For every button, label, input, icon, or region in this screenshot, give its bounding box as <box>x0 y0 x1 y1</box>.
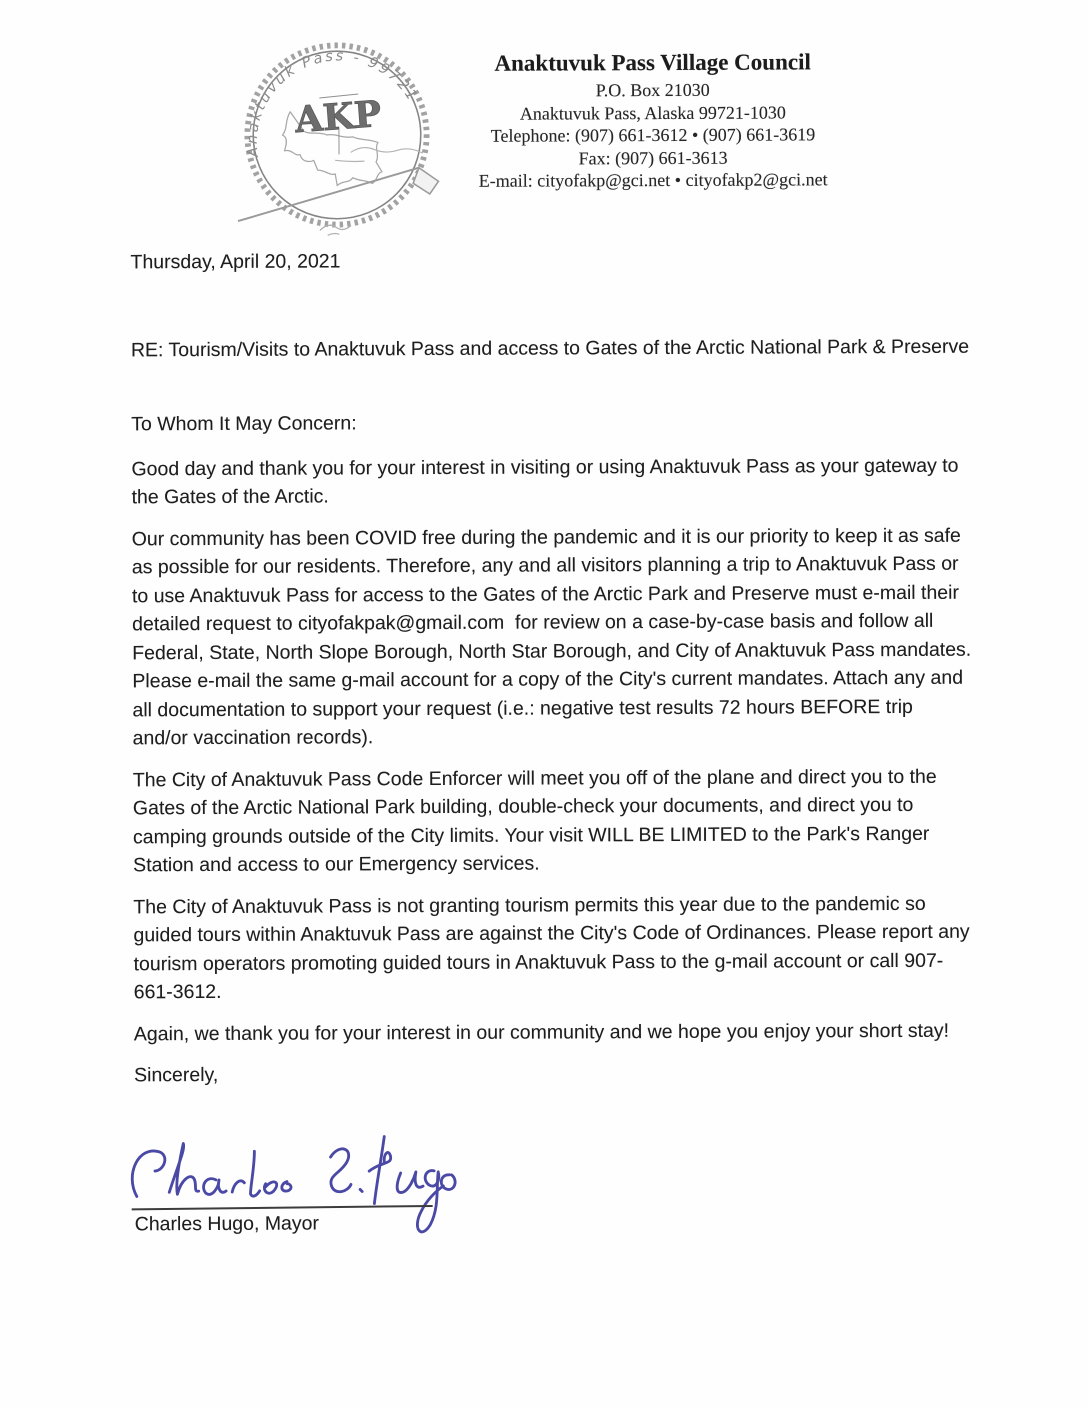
artist-scribble <box>320 225 351 235</box>
closing: Sincerely, <box>134 1063 219 1087</box>
letterhead <box>0 0 1087 191</box>
subject-line: RE: Tourism/Visits to Anaktuvuk Pass and access to Gates of the Arctic National Park & Preserve <box>130 335 970 361</box>
signer-name: Charles Hugo, Mayor <box>134 1212 320 1236</box>
seal-stick <box>238 168 419 221</box>
letter-date: Thursday, April 20, 2021 <box>130 250 341 274</box>
fax-line: Fax: (907) 661-3613 <box>578 147 728 168</box>
letterhead-text <box>418 48 889 193</box>
mountain-squiggle <box>335 147 423 161</box>
body-paragraph-2: Our community has been COVID free during the pandemic and it is our priority to keep it as safe as possible for our residents. Therefore, any and all visitors planning a trip to Anaktuvuk Pass or to use Anaktuvuk Pass for access to the Gates of the Arctic Park and Preserve must e-mail their detailed request to cityofakpak@gmail.com for review on a case-by-case basis and follow all Federal, State, North Slope Borough, North Star Borough, and City of Anaktuvuk Pass mandates. Please e-mail the same g-mail account for a copy of the City's current mandates. Attach any and all documentation to support your request (i.e.: negative test results 72 hours BEFORE trip and/or vaccination records). <box>131 524 977 750</box>
org-name: Anaktuvuk Pass Village Council <box>494 49 811 76</box>
body-paragraph-4: The City of Anaktuvuk Pass is not granting tourism permits this year due to the pandemic so guided tours within Anaktuvuk Pass are against the City's Code of Ordinances. Please report any tourism operators promoting guided tours in Anaktuvuk Pass to the g-mail account or call 907-661-3612. <box>133 892 976 1004</box>
body-paragraph-5: Again, we thank you for your interest in our community and we hope you enjoy your short stay! <box>133 1019 950 1045</box>
telephone-line: Telephone: (907) 661-3612 • (907) 661-3619 <box>490 124 816 146</box>
address-line: Anaktuvuk Pass, Alaska 99721-1030 <box>519 101 786 124</box>
email-line: E-mail: cityofakp@gci.net • cityofakp2@gci.net <box>478 169 828 191</box>
salutation: To Whom It May Concern: <box>131 412 357 436</box>
body-paragraph-1: Good day and thank you for your interest in visiting or using Anaktuvuk Pass as your gateway to the Gates of the Arctic. <box>131 454 964 509</box>
seal-arc-text: Anaktuvuk Pass - 99721 <box>243 47 422 158</box>
letter-body <box>130 245 977 1090</box>
seal-monogram: AKP <box>293 93 383 142</box>
po-box-line: P.O. Box 21030 <box>595 79 710 101</box>
body-paragraph-3: The City of Anaktuvuk Pass Code Enforcer will meet you off of the plane and direct you to the Gates of the Arctic National Park building, double-check your documents, and direct you to camping grounds outside of the City limits. Your visit WILL BE LIMITED to the Park's Ranger Station and access to our Emergency services. <box>132 765 943 877</box>
